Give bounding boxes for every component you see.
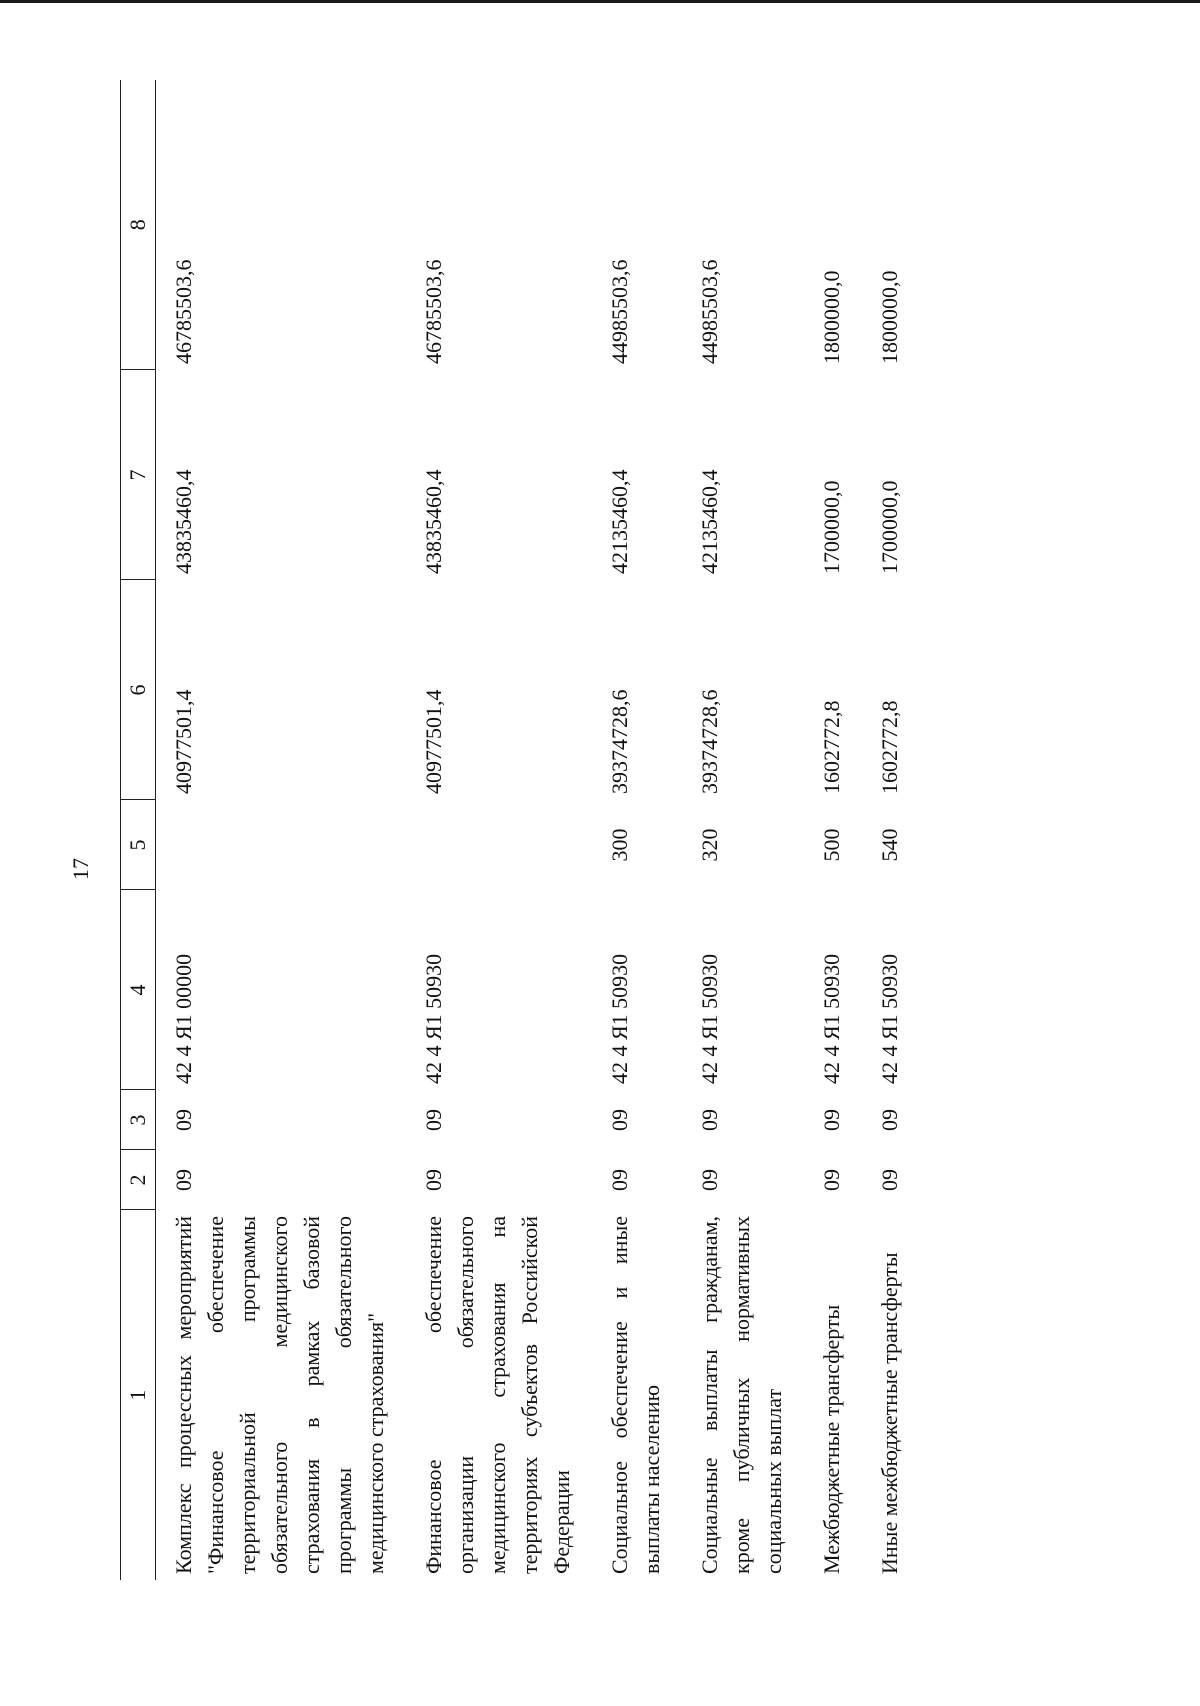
subsection-code: 09 [421,1109,446,1131]
col-header-5: 5 [121,800,156,890]
table-row [592,80,682,1580]
rotated-page [68,80,980,1580]
table-row [862,80,920,1580]
amount-col-8: 44985503,6 [607,259,632,364]
col-header-2: 2 [121,1150,156,1210]
amount-col-6: 1602772,8 [819,700,844,794]
amount-col-8: 1800000,0 [877,270,902,364]
amount-col-6: 40977501,4 [421,689,446,794]
section-code: 09 [421,1169,446,1191]
amount-col-6: 39374728,6 [697,689,722,794]
amount-col-6: 39374728,6 [607,689,632,794]
amount-col-6: 1602772,8 [877,700,902,794]
amount-col-7: 42135460,4 [607,469,632,574]
subsection-code: 09 [877,1109,902,1131]
target-article-code: 42 4 Я1 50930 [819,953,844,1084]
subsection-code: 09 [819,1109,844,1131]
target-article-code: 42 4 Я1 50930 [697,953,722,1084]
amount-col-7: 43835460,4 [421,469,446,574]
amount-col-7: 42135460,4 [697,469,722,574]
row-name: Межбюджетные трансферты [819,1304,844,1574]
header-row [121,80,156,1580]
section-code: 09 [171,1169,196,1191]
expense-type-code: 320 [697,828,722,862]
scan-edge [0,0,1200,3]
section-code: 09 [607,1169,632,1191]
table-row [156,80,407,1580]
row-name: Социальное обеспечение и иные выплаты населению [607,1216,664,1574]
col-header-3: 3 [121,1090,156,1150]
page-number: 17 [68,858,93,880]
table-row [682,80,804,1580]
col-header-4: 4 [121,890,156,1090]
budget-table [120,80,920,1580]
expense-type-code [156,800,407,890]
amount-col-7: 1700000,0 [877,480,902,574]
amount-col-8: 44985503,6 [697,259,722,364]
col-header-7: 7 [121,370,156,580]
target-article-code: 42 4 Я1 00000 [171,953,196,1084]
amount-col-8: 46785503,6 [171,259,196,364]
amount-col-7: 1700000,0 [819,480,844,574]
target-article-code: 42 4 Я1 50930 [421,953,446,1084]
amount-col-6: 40977501,4 [171,689,196,794]
expense-type-code: 540 [877,828,902,862]
table-row [804,80,862,1580]
col-header-8: 8 [121,80,156,370]
subsection-code: 09 [171,1109,196,1131]
table-row [406,80,592,1580]
expense-type-code [406,800,592,890]
col-header-1: 1 [121,1210,156,1580]
expense-type-code: 300 [607,828,632,862]
subsection-code: 09 [607,1109,632,1131]
row-name: Комплекс процессных мероприятий "Финансовое обеспечение территориальной программы обязательного медицинского страхования в рамках базовой программы обязательного медицинского страхования" [171,1216,388,1574]
target-article-code: 42 4 Я1 50930 [607,953,632,1084]
target-article-code: 42 4 Я1 50930 [877,953,902,1084]
subsection-code: 09 [697,1109,722,1131]
amount-col-8: 1800000,0 [819,270,844,364]
section-code: 09 [877,1169,902,1191]
section-code: 09 [697,1169,722,1191]
amount-col-7: 43835460,4 [171,469,196,574]
expense-type-code: 500 [819,828,844,862]
amount-col-8: 46785503,6 [421,259,446,364]
row-name: Социальные выплаты гражданам, кроме публичных нормативных социальных выплат [697,1216,786,1574]
section-code: 09 [819,1169,844,1191]
row-name: Иные межбюджетные трансферты [877,1252,902,1574]
col-header-6: 6 [121,580,156,800]
row-name: Финансовое обеспечение организации обязательного медицинского страхования на территориях субъектов Российской Федерации [421,1216,574,1574]
